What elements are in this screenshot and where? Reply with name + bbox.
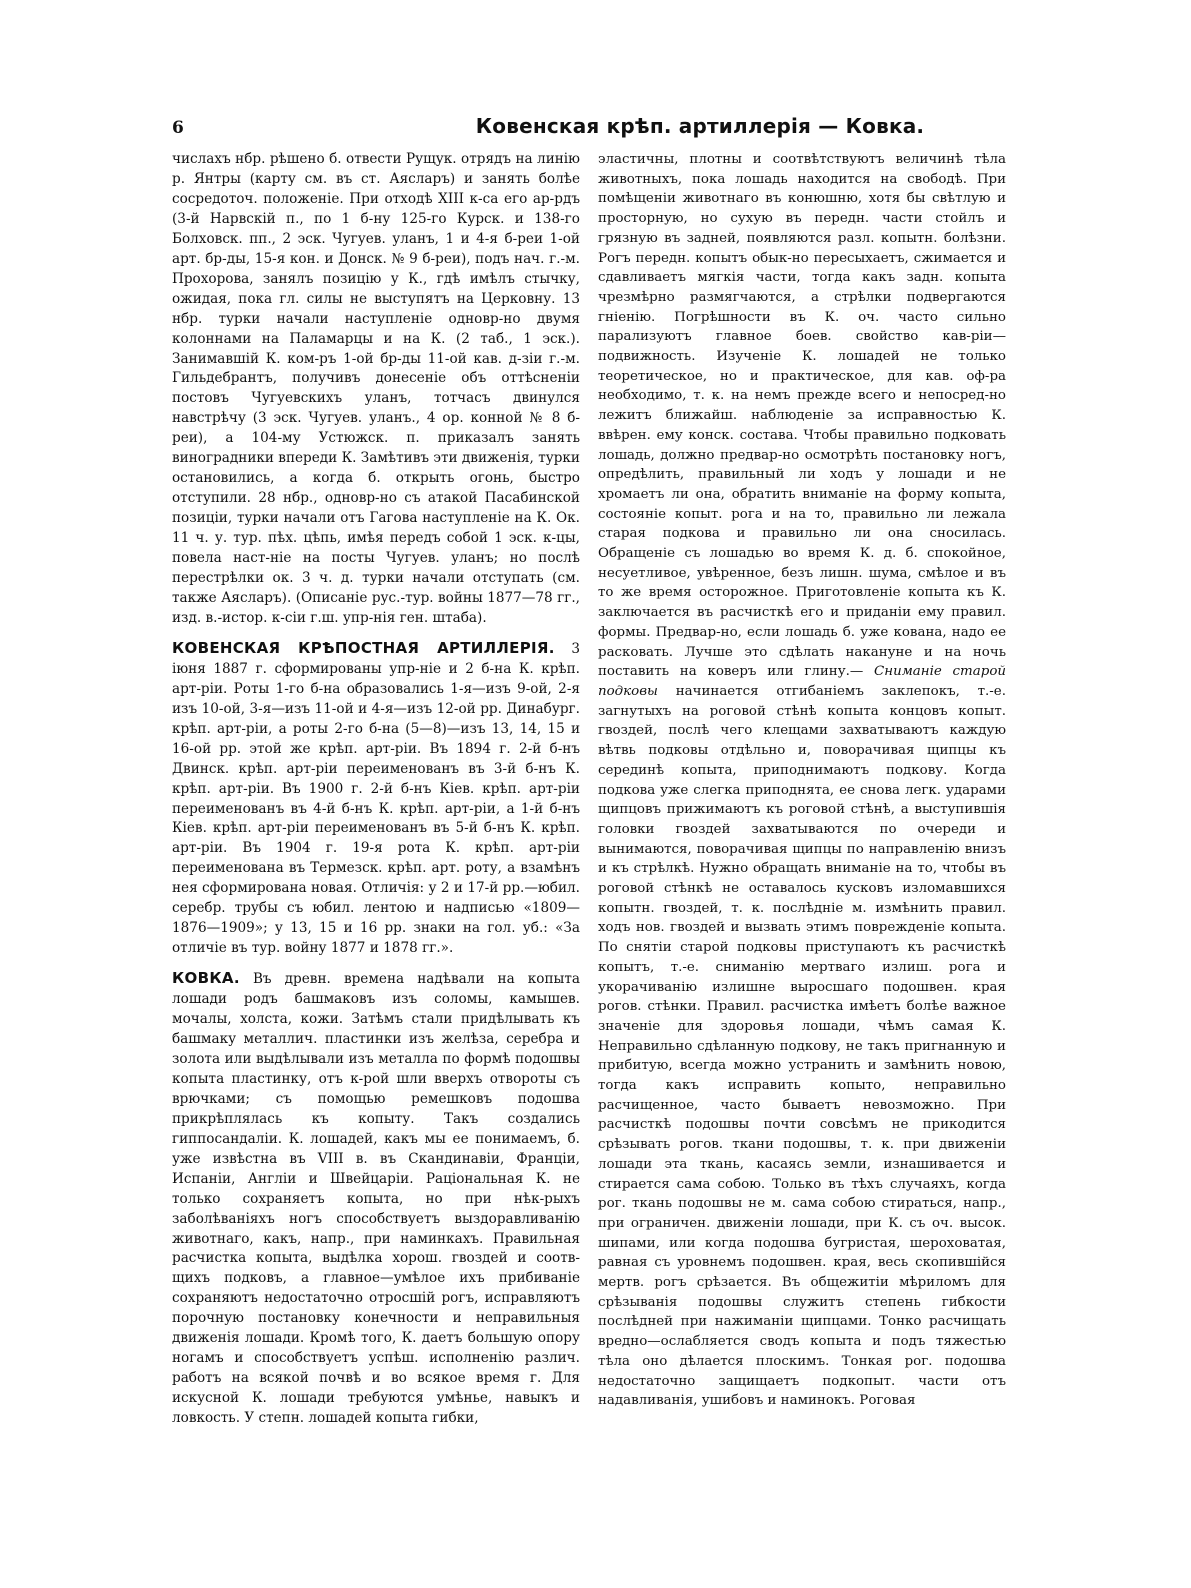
headword-kovenskaya-artilleriya: КОВЕНСКАЯ КРѢПОСТНАЯ АРТИЛЛЕРІЯ. [172, 638, 555, 657]
right-column [598, 150, 1006, 1411]
article-kovka [172, 969, 580, 1429]
kovka-text-part-a: эластичны, плотны и соотвѣтствуютъ величинѣ тѣла животныхъ, пока лошадь находится на свободѣ. При помѣщеніи животнаго въ конюшню, хотя бы свѣтлую и просторную, но сухую въ передн. части стойлъ и грязную въ задней, появляются разл. копытн. болѣзни. Рогъ передн. копытъ обык-но пересыхаетъ, сжимается и сдавливаетъ мягкія части, тогда какъ задн. копыта чрезмѣрно размягчаются, а стрѣлки подвергаются гніенію. Погрѣшности въ К. оч. часто сильно парализуютъ главное боев. свойство кав-ріи—подвижность. Изученіе К. лошадей не только теоретическое, но и практическое, для кав. оф-ра необходимо, т. к. на немъ прежде всего и непосред-но лежитъ ближайш. наблюденіе за исправностью К. ввѣрен. ему конск. состава. Чтобы правильно подковать лошадь, должно предвар-но осмотрѣть постановку ногъ, опредѣлить, правильный ли ходъ у лошади и не хромаетъ ли она, обратить вниманіе на форму копыта, состояніе копыт. рога и на то, правильно ли лежала старая подкова и правильно ли она сносилась. Обращеніе съ лошадью во время К. д. б. спокойное, несуетливое, увѣренное, безъ лишн. шума, смѣлое и въ то же время осторожное. Приготовленіе копыта къ К. заключается въ расчисткѣ его и приданіи ему правил. формы. Предвар-но, если лошадь б. уже кована, надо ее расковать. Лучше это сдѣлать накануне и на ночь поставить на коверъ или глину.— [598, 152, 1006, 680]
left-column [172, 150, 580, 1429]
article-kovenskaya-artilleriya [172, 639, 580, 959]
kovka-italic-term: Сниманіе старой подковы [598, 664, 1007, 699]
article-continuation-paragraph: числахъ нбр. рѣшено б. отвести Рущук. отрядъ на линію р. Янтры (карту см. въ ст. Аясларъ) и занять болѣе сосредоточ. положеніе. При отходѣ XIII к-са его ар-рдъ (3-й Нарвскій п., по 1 б-ну 125-го Курск. и 138-го Болховск. пп., 2 эск. Чугуев. уланъ, 1 и 4-я б-реи 1-ой арт. бр-ды, 15-я кон. и Донск. № 9 б-реи), подъ нач. г.-м. Прохорова, занялъ позицію у К., гдѣ имѣлъ стычку, ожидая, пока гл. силы не выступятъ на Церковну. 13 нбр. турки начали наступленіе одновр-но двумя колоннами на Паламарцы и на К. (2 таб., 1 эск.). Занимавшій К. ком-ръ 1-ой бр-ды 11-ой кав. д-зіи г.-м. Гильдебрантъ, получивъ донесеніе объ оттѣсненіи постовъ Чугуевскихъ уланъ, тотчасъ двинулся навстрѣчу (3 эск. Чугуев. уланъ., 4 ор. конной № 8 б-реи), а 104-му Устюжск. п. приказалъ занять виноградники впереди К. Замѣтивъ эти движенія, турки остановились, а когда б. открыть огонь, быстро отступили. 28 нбр., одновр-но съ атакой Пасабинской позиціи, турки начали отъ Гагова наступленіе на К. Ок. 11 ч. у. тур. пѣх. цѣпь, имѣя передъ собой 1 эск. к-цы, повела наст-ніе на посты Чугуев. уланъ; но послѣ перестрѣлки ок. 3 ч. д. турки начали отступать (см. также Аясларъ). (Описаніе рус.-тур. войны 1877—78 гг., изд. в.-истор. к-сіи г.ш. упр-нія ген. штаба). [172, 151, 580, 626]
page-number: 6 [172, 118, 184, 138]
headword-kovka: КОВКА. [172, 969, 240, 988]
article-body-kovenskaya-artilleriya: 3 іюня 1887 г. сформированы упр-ніе и 2 б-на К. крѣп. арт-ріи. Роты 1-го б-на образовались 1-я—изъ 9-ой, 2-я изъ 10-ой, 3-я—изъ 11-ой и 4-я—изъ 12-ой рр. Динабург. крѣп. арт-ріи, а роты 2-го б-на (5—8)—изъ 13, 14, 15 и 16-ой рр. этой же крѣп. арт-ріи. Въ 1894 г. 2-й б-нъ Двинск. крѣп. арт-ріи переименованъ въ 3-й б-нъ К. крѣп. арт-ріи. Въ 1900 г. 2-й б-нъ Кіев. крѣп. арт-ріи переименованъ въ 4-й б-нъ К. крѣп. арт-ріи, а 1-й б-нъ Кіев. крѣп. арт-ріи переименованъ въ 5-й б-нъ К. крѣп. арт-ріи. Въ 1904 г. 19-я рота К. крѣп. арт-ріи переименована въ Термезск. крѣп. арт. роту, а взамѣнъ нея сформирована новая. Отличія: у 2 и 17-й рр.—юбил. серебр. трубы съ юбил. лентою и надписью «1809—1876—1909»; у 13, 15 и 16 рр. знаки на гол. уб.: «За отличіе въ тур. войну 1877 и 1878 гг.». [172, 640, 580, 957]
article-body-kovka: Въ древн. времена надѣвали на копыта лошади родъ башмаковъ изъ соломы, камышев. мочалы, холста, кожи. Затѣмъ стали придѣлывать къ башмаку металлич. пластинки изъ желѣза, серебра и золота или выдѣлывали изъ металла по формѣ подошвы копыта пластинку, отъ к-рой шли вверхъ отвороты съ врючками; съ помощью ремешковъ подошва прикрѣплялась къ копыту. Такъ создались гиппосандаліи. К. лошадей, какъ мы ее понимаемъ, б. уже извѣстна въ VIII в. въ Скандинавіи, Франціи, Испаніи, Англіи и Швейцаріи. Раціональная К. не только сохраняетъ копыта, но при нѣк-рыхъ заболѣваніяхъ ногъ способствуетъ выздоравливанію животнаго, какъ, напр., при наминкахъ. Правильная расчистка копыта, выдѣлка хорош. гвоздей и соотв-щихъ подковъ, а главное—умѣлое ихъ прибиваніе сохраняютъ недостаточно отросшій рогъ, исправляютъ порочную постановку конечности и неправильныя движенія лошади. Кромѣ того, К. даетъ большую опору ногамъ и способствуетъ успѣш. исполненію различ. работъ на всякой почвѣ и во всякое время г. Для искусной К. лошади требуются умѣнье, навыкъ и ловкость. У степн. лошадей копыта гибки, [172, 971, 580, 1427]
kovka-text-part-b: начинается отгибаніемъ заклепокъ, т.-е. загнутыхъ на роговой стѣнѣ копыта концовъ копыт. гвоздей, послѣ чего клещами захватываютъ каждую вѣтвь подковы отдѣльно и, поворачивая щипцы къ серединѣ копыта, приподнимаютъ подкову. Когда подкова уже слегка приподнята, ее снова легк. ударами щипцовъ прижимаютъ къ роговой стѣнѣ, а выступившія головки гвоздей захватываются по очереди и вынимаются, поворачивая щипцы по направленію внизъ и къ стрѣлкѣ. Нужно обращать вниманіе на то, чтобы въ роговой стѣнкѣ не оставалось кусковъ изломавшихся копытн. гвоздей, т. к. послѣдніе м. измѣнить правил. ходъ нов. гвоздей и вызвать этимъ поврежденіе копыта. По снятіи старой подковы приступаютъ къ расчисткѣ копытъ, т.-е. сниманію мертваго излиш. рога и укорачиванію излишне выросшаго подошвен. края рогов. стѣнки. Правил. расчистка имѣетъ болѣе важное значеніе для здоровья лошади, чѣмъ самая К. Неправильно сдѣланную подкову, не такъ пригнанную и прибитую, всегда можно устранить и замѣнить новою, тогда какъ исправить копыто, неправильно расчищенное, часто бываетъ невозможно. При расчисткѣ подошвы почти совсѣмъ не прикодится срѣзывать рогов. ткани подошвы, т. к. при движеніи лошади эта ткань, касаясь земли, изнашивается и стирается сама собою. Только въ тѣхъ случаяхъ, когда рог. ткань подошвы не м. сама собою стираться, напр., при ограничен. движеніи лошади, при К. съ оч. высок. шипами, или когда подошва бугристая, шероховатая, равная съ уровнемъ подошвен. края, весь скопившійся мертв. рогъ срѣзается. Въ общежитіи мѣриломъ для срѣзыванія подошвы служитъ степень гибкости послѣдней при нажиманіи щипцами. Тонко расчищать вредно—ослабляется сводъ копыта и подъ тяжестью тѣла оно дѣлается плоскимъ. Тонкая рог. подошва недостаточно защищаетъ подкопыт. части отъ надавливанія, ушибовъ и наминокъ. Роговая [598, 683, 1006, 1409]
article-kovka-continuation [598, 150, 1006, 1411]
running-title: Ковенская крѣп. артиллерія — Ковка. [475, 114, 925, 138]
